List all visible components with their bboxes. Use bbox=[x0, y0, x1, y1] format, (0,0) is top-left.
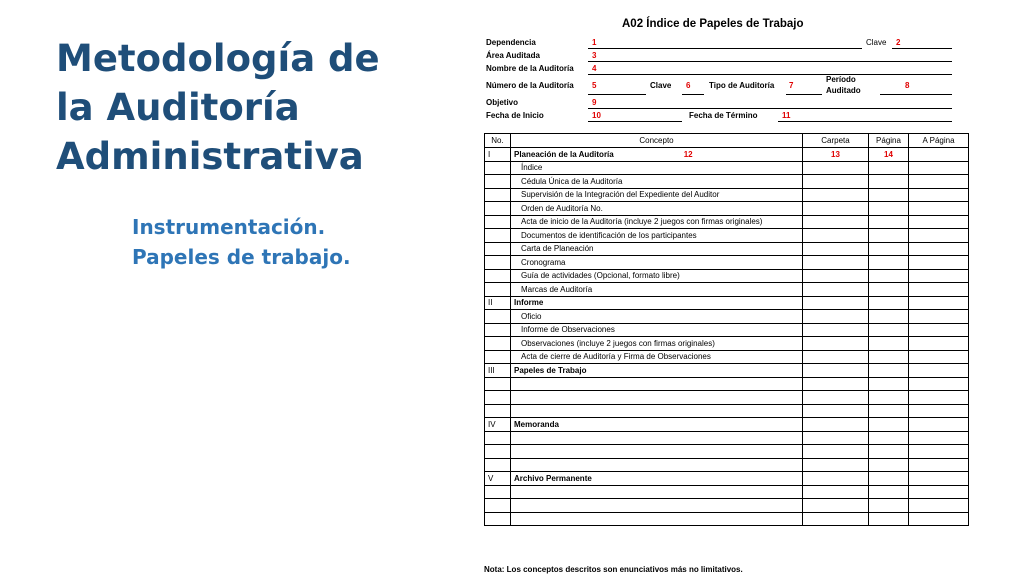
table-row bbox=[485, 283, 969, 297]
item-label: Informe de Observaciones bbox=[511, 323, 803, 337]
work-papers-form bbox=[484, 14, 970, 576]
item-label: Carta de Planeación bbox=[511, 242, 803, 256]
table-row bbox=[485, 418, 969, 432]
section-title: Informe bbox=[511, 296, 803, 310]
numero-line bbox=[588, 94, 646, 95]
marker-1: 1 bbox=[592, 38, 597, 47]
table-row bbox=[485, 175, 969, 189]
dependencia-line bbox=[588, 48, 862, 49]
table-row bbox=[485, 337, 969, 351]
tipo-line bbox=[786, 94, 822, 95]
table-row bbox=[485, 350, 969, 364]
section-title-text: Planeación de la Auditoría bbox=[514, 149, 614, 159]
header-a-pagina: A Página bbox=[909, 134, 969, 148]
nombre-line bbox=[588, 74, 952, 75]
header-no: No. bbox=[485, 134, 511, 148]
section-title: Papeles de Trabajo bbox=[511, 364, 803, 378]
header-pagina: Página bbox=[869, 134, 909, 148]
table-row bbox=[485, 256, 969, 270]
section-title bbox=[511, 148, 803, 162]
item-label: Índice bbox=[511, 161, 803, 175]
fecha-termino-line bbox=[778, 121, 952, 122]
table-row bbox=[485, 296, 969, 310]
table-row bbox=[485, 242, 969, 256]
table-row bbox=[485, 512, 969, 526]
periodo-line bbox=[880, 94, 952, 95]
slide-title-line-2: la Auditoría bbox=[56, 86, 300, 129]
table-row bbox=[485, 364, 969, 378]
label-periodo-1: Período bbox=[826, 75, 856, 84]
table-row bbox=[485, 148, 969, 162]
marker-6: 6 bbox=[686, 81, 691, 90]
item-label: Documentos de identificación de los participantes bbox=[511, 229, 803, 243]
marker-13: 13 bbox=[831, 149, 840, 159]
marker-11: 11 bbox=[782, 111, 791, 120]
section-title: Memoranda bbox=[511, 418, 803, 432]
table-row bbox=[485, 188, 969, 202]
label-tipo: Tipo de Auditoría bbox=[709, 81, 775, 90]
marker-2: 2 bbox=[896, 38, 901, 47]
table-row bbox=[485, 323, 969, 337]
marker-4: 4 bbox=[592, 64, 597, 73]
item-label: Supervisión de la Integración del Expediente del Auditor bbox=[511, 188, 803, 202]
clave2-line bbox=[682, 94, 704, 95]
label-fecha-termino: Fecha de Término bbox=[689, 111, 758, 120]
table-row bbox=[485, 377, 969, 391]
table-row bbox=[485, 215, 969, 229]
index-table bbox=[484, 133, 969, 526]
slide-subtitle bbox=[132, 212, 351, 272]
table-row bbox=[485, 485, 969, 499]
label-objetivo: Objetivo bbox=[486, 98, 519, 107]
item-label: Cédula Única de la Auditoría bbox=[511, 175, 803, 189]
section-title: Archivo Permanente bbox=[511, 472, 803, 486]
label-numero: Número de la Auditoría bbox=[486, 81, 574, 90]
label-clave2: Clave bbox=[650, 81, 672, 90]
section-number: III bbox=[485, 364, 511, 378]
item-label: Orden de Auditoría No. bbox=[511, 202, 803, 216]
form-title: A02 Índice de Papeles de Trabajo bbox=[622, 18, 804, 30]
marker-8: 8 bbox=[905, 81, 910, 90]
table-row bbox=[485, 391, 969, 405]
fecha-inicio-line bbox=[588, 121, 682, 122]
footnote: Nota: Los conceptos descritos son enunciativos más no limitativos. bbox=[484, 565, 743, 574]
marker-9: 9 bbox=[592, 98, 597, 107]
item-label: Cronograma bbox=[511, 256, 803, 270]
table-row bbox=[485, 202, 969, 216]
item-label: Guía de actividades (Opcional, formato libre) bbox=[511, 269, 803, 283]
clave-line bbox=[892, 48, 952, 49]
subtitle-line-1: Instrumentación. bbox=[132, 215, 326, 239]
label-periodo-2: Auditado bbox=[826, 86, 861, 95]
table-row bbox=[485, 310, 969, 324]
table-row bbox=[485, 458, 969, 472]
label-clave: Clave bbox=[866, 38, 887, 47]
subtitle-line-2: Papeles de trabajo. bbox=[132, 245, 351, 269]
section-number: II bbox=[485, 296, 511, 310]
pagina-cell bbox=[869, 148, 909, 162]
slide-title-line-3: Administrativa bbox=[56, 135, 364, 178]
marker-3: 3 bbox=[592, 51, 597, 60]
header-carpeta: Carpeta bbox=[803, 134, 869, 148]
table-header-row bbox=[485, 134, 969, 148]
section-number: V bbox=[485, 472, 511, 486]
item-label: Oficio bbox=[511, 310, 803, 324]
item-label: Observaciones (incluye 2 juegos con firmas originales) bbox=[511, 337, 803, 351]
marker-10: 10 bbox=[592, 111, 601, 120]
table-row bbox=[485, 499, 969, 513]
table-row bbox=[485, 404, 969, 418]
slide-title-line-1: Metodología de bbox=[56, 37, 380, 80]
label-dependencia: Dependencia bbox=[486, 38, 536, 47]
table-row bbox=[485, 431, 969, 445]
table-row bbox=[485, 445, 969, 459]
label-area: Área Auditada bbox=[486, 51, 540, 60]
label-nombre: Nombre de la Auditoría bbox=[486, 64, 574, 73]
table-row bbox=[485, 229, 969, 243]
item-label: Acta de inicio de la Auditoría (incluye 2 juegos con firmas originales) bbox=[511, 215, 803, 229]
table-row bbox=[485, 269, 969, 283]
a-pagina-cell bbox=[909, 148, 969, 162]
item-label: Marcas de Auditoría bbox=[511, 283, 803, 297]
marker-5: 5 bbox=[592, 81, 597, 90]
table-row bbox=[485, 472, 969, 486]
section-number: I bbox=[485, 148, 511, 162]
marker-12: 12 bbox=[683, 149, 693, 159]
table-row bbox=[485, 161, 969, 175]
section-number: IV bbox=[485, 418, 511, 432]
slide-title bbox=[56, 34, 380, 181]
label-fecha-inicio: Fecha de Inicio bbox=[486, 111, 544, 120]
item-label: Acta de cierre de Auditoría y Firma de Observaciones bbox=[511, 350, 803, 364]
marker-7: 7 bbox=[789, 81, 794, 90]
area-line bbox=[588, 61, 952, 62]
carpeta-cell bbox=[803, 148, 869, 162]
header-concepto: Concepto bbox=[511, 134, 803, 148]
objetivo-line bbox=[588, 108, 952, 109]
marker-14: 14 bbox=[884, 149, 893, 159]
